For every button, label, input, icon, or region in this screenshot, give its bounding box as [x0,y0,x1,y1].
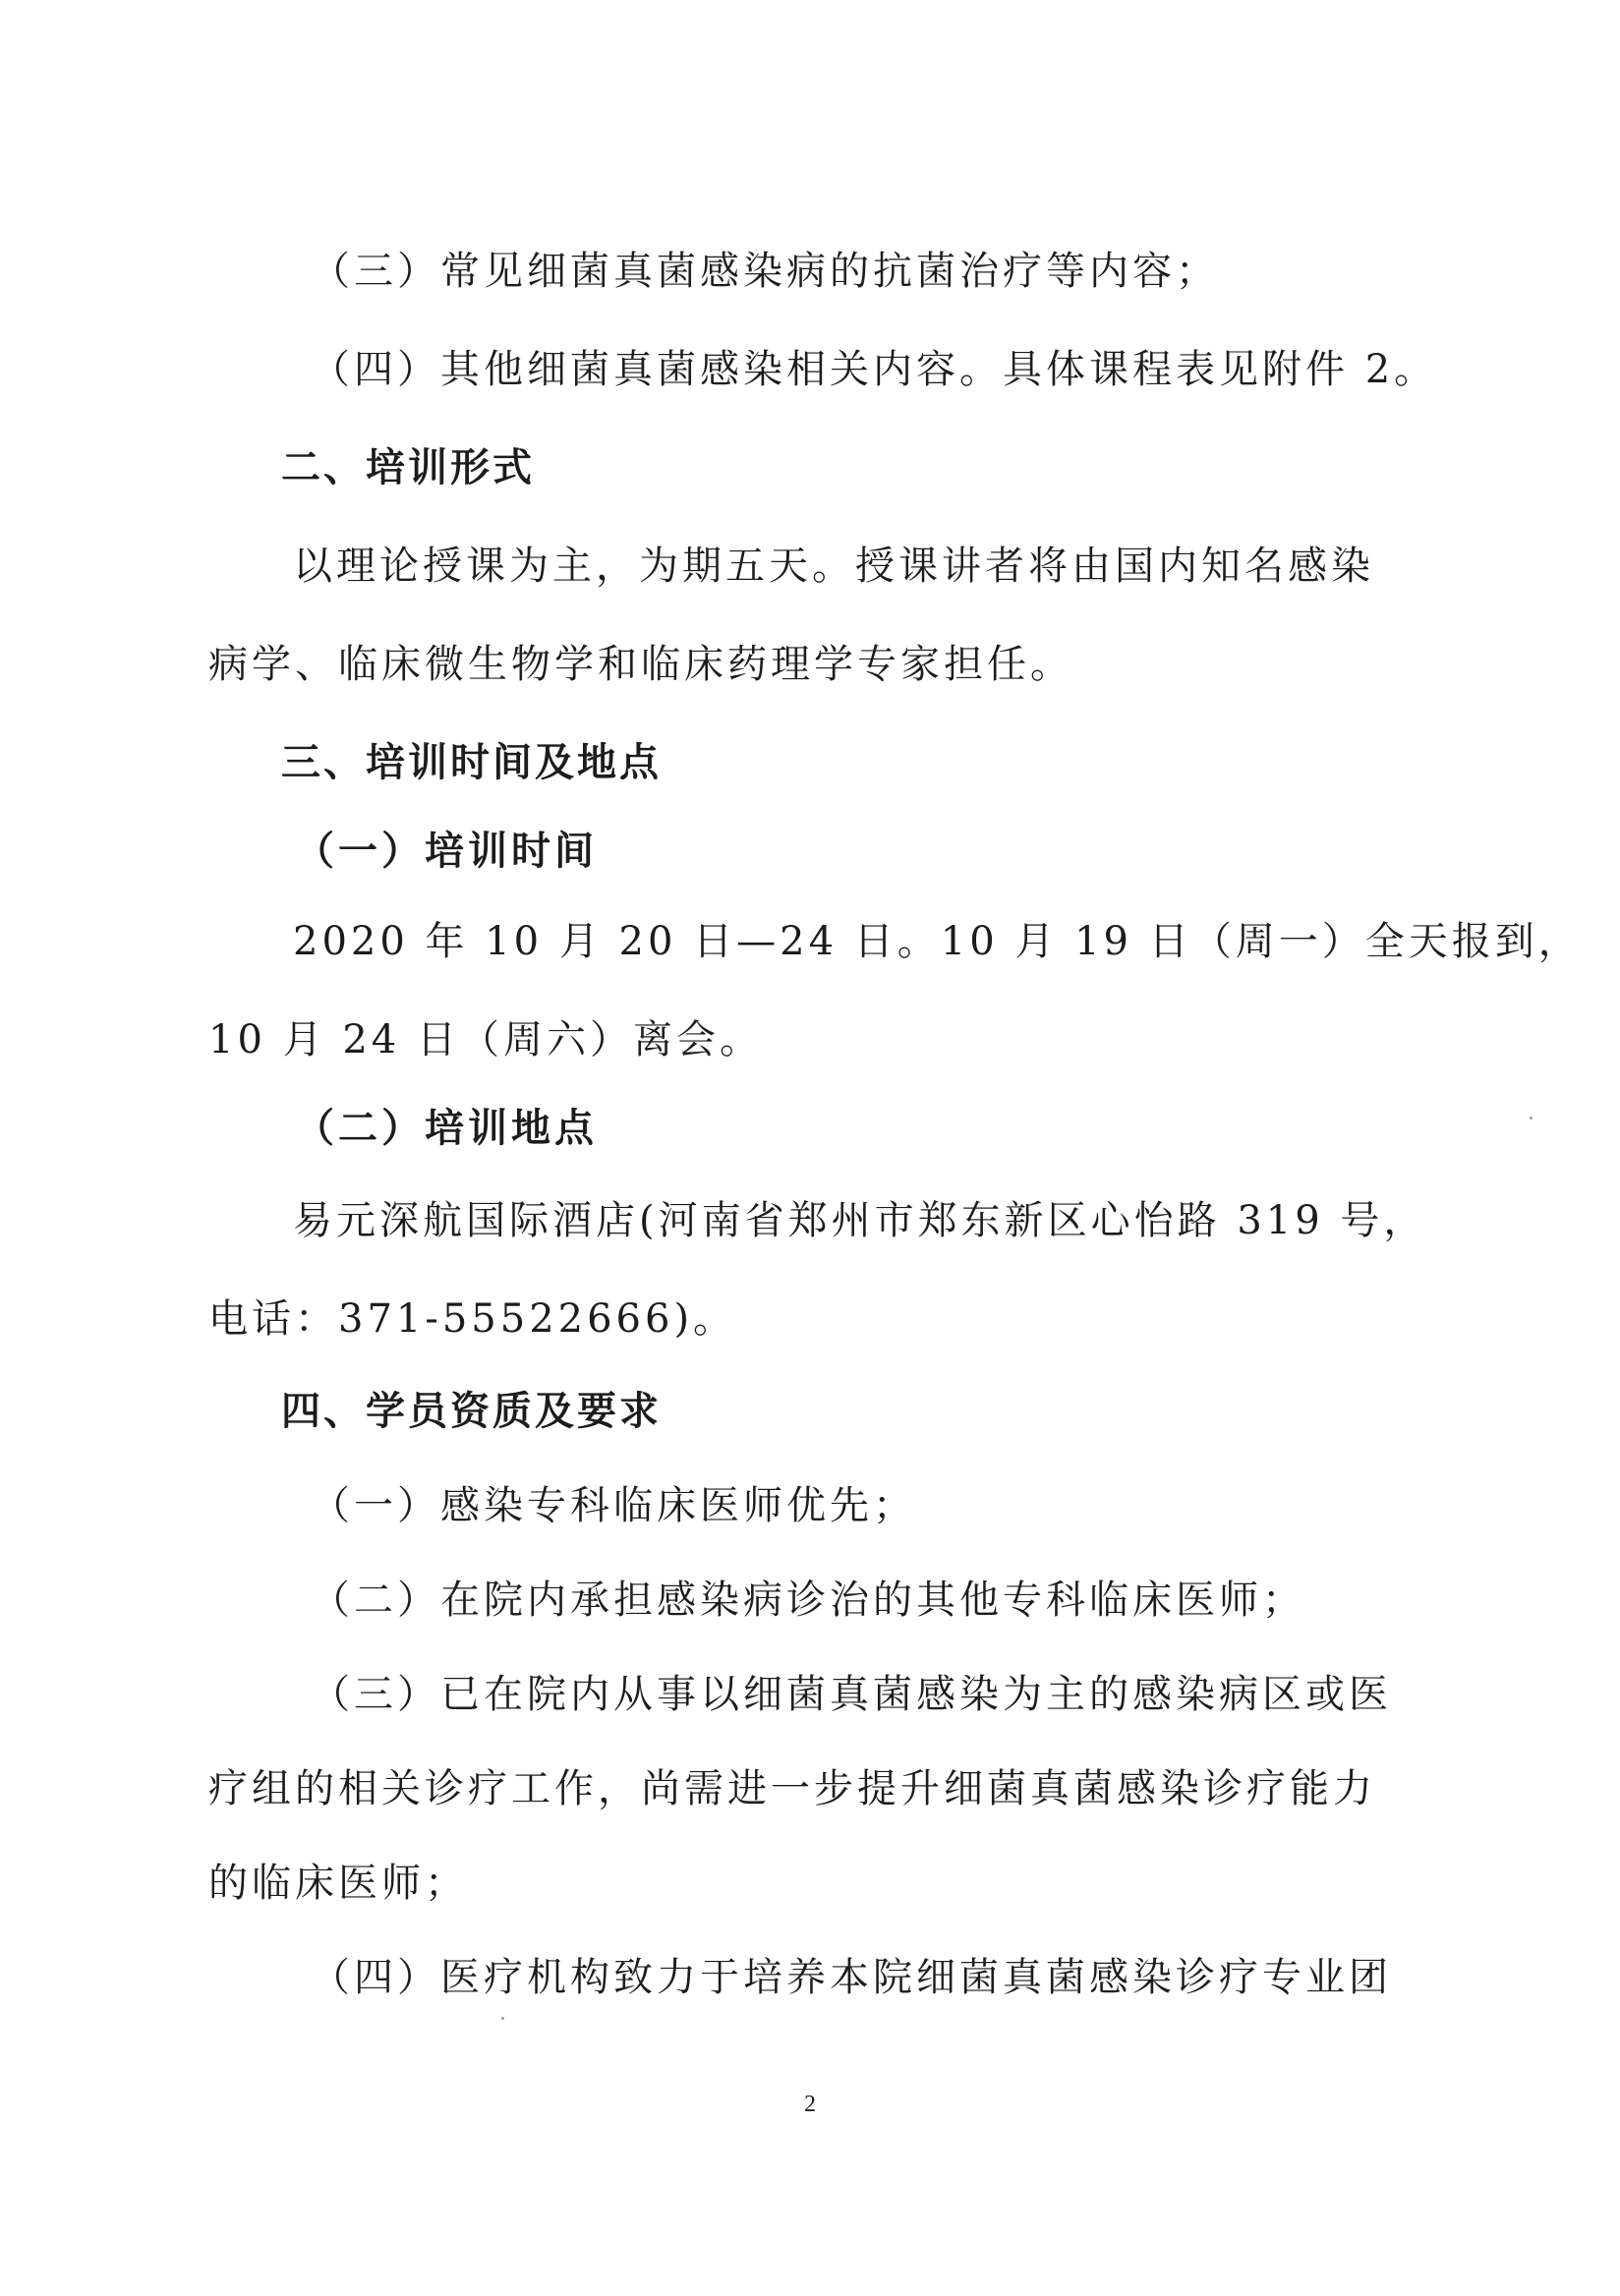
list-item-2-other-specialists: （二）在院内承担感染病诊治的其他专科临床医师； [311,1578,1305,1623]
list-item-3-line-1: （三）已在院内从事以细菌真菌感染为主的感染病区或医 [311,1672,1392,1717]
list-item-3-antimicrobial-therapy: （三）常见细菌真菌感染病的抗菌治疗等内容； [311,249,1219,294]
page-number: 2 [804,2092,816,2117]
paragraph-training-time-line-2: 10 月 24 日（周六）离会。 [208,1017,763,1062]
section-heading-training-format: 二、培训形式 [281,445,535,490]
subheading-training-location: （二）培训地点 [295,1105,598,1151]
section-heading-trainee-qualifications: 四、学员资质及要求 [281,1389,662,1434]
subheading-training-time: （一）培训时间 [295,828,598,874]
paragraph-training-format-line-1: 以理论授课为主，为期五天。授课讲者将由国内知名感染 [293,544,1374,589]
paragraph-location-line-1: 易元深航国际酒店(河南省郑州市郑东新区心怡路 319 号， [293,1198,1427,1243]
scan-speck [1530,1117,1533,1119]
paragraph-training-time-line-1: 2020 年 10 月 20 日—24 日。10 月 19 日（周一）全天报到， [293,919,1582,964]
list-item-1-infectious-specialists: （一）感染专科临床医师优先； [311,1483,916,1528]
list-item-3-line-3: 的临床医师； [208,1861,468,1906]
paragraph-training-format-line-2: 病学、临床微生物学和临床药理学专家担任。 [208,642,1073,687]
paragraph-location-line-2: 电话：371-55522666)。 [208,1296,737,1342]
list-item-3-line-2: 疗组的相关诊疗工作，尚需进一步提升细菌真菌感染诊疗能力 [208,1766,1376,1811]
section-heading-time-location: 三、培训时间及地点 [281,740,662,785]
list-item-4-other-content: （四）其他细菌真菌感染相关内容。具体课程表见附件 2。 [311,347,1438,392]
scan-speck [501,2017,504,2020]
list-item-4-line-1: （四）医疗机构致力于培养本院细菌真菌感染诊疗专业团 [311,1955,1392,2000]
